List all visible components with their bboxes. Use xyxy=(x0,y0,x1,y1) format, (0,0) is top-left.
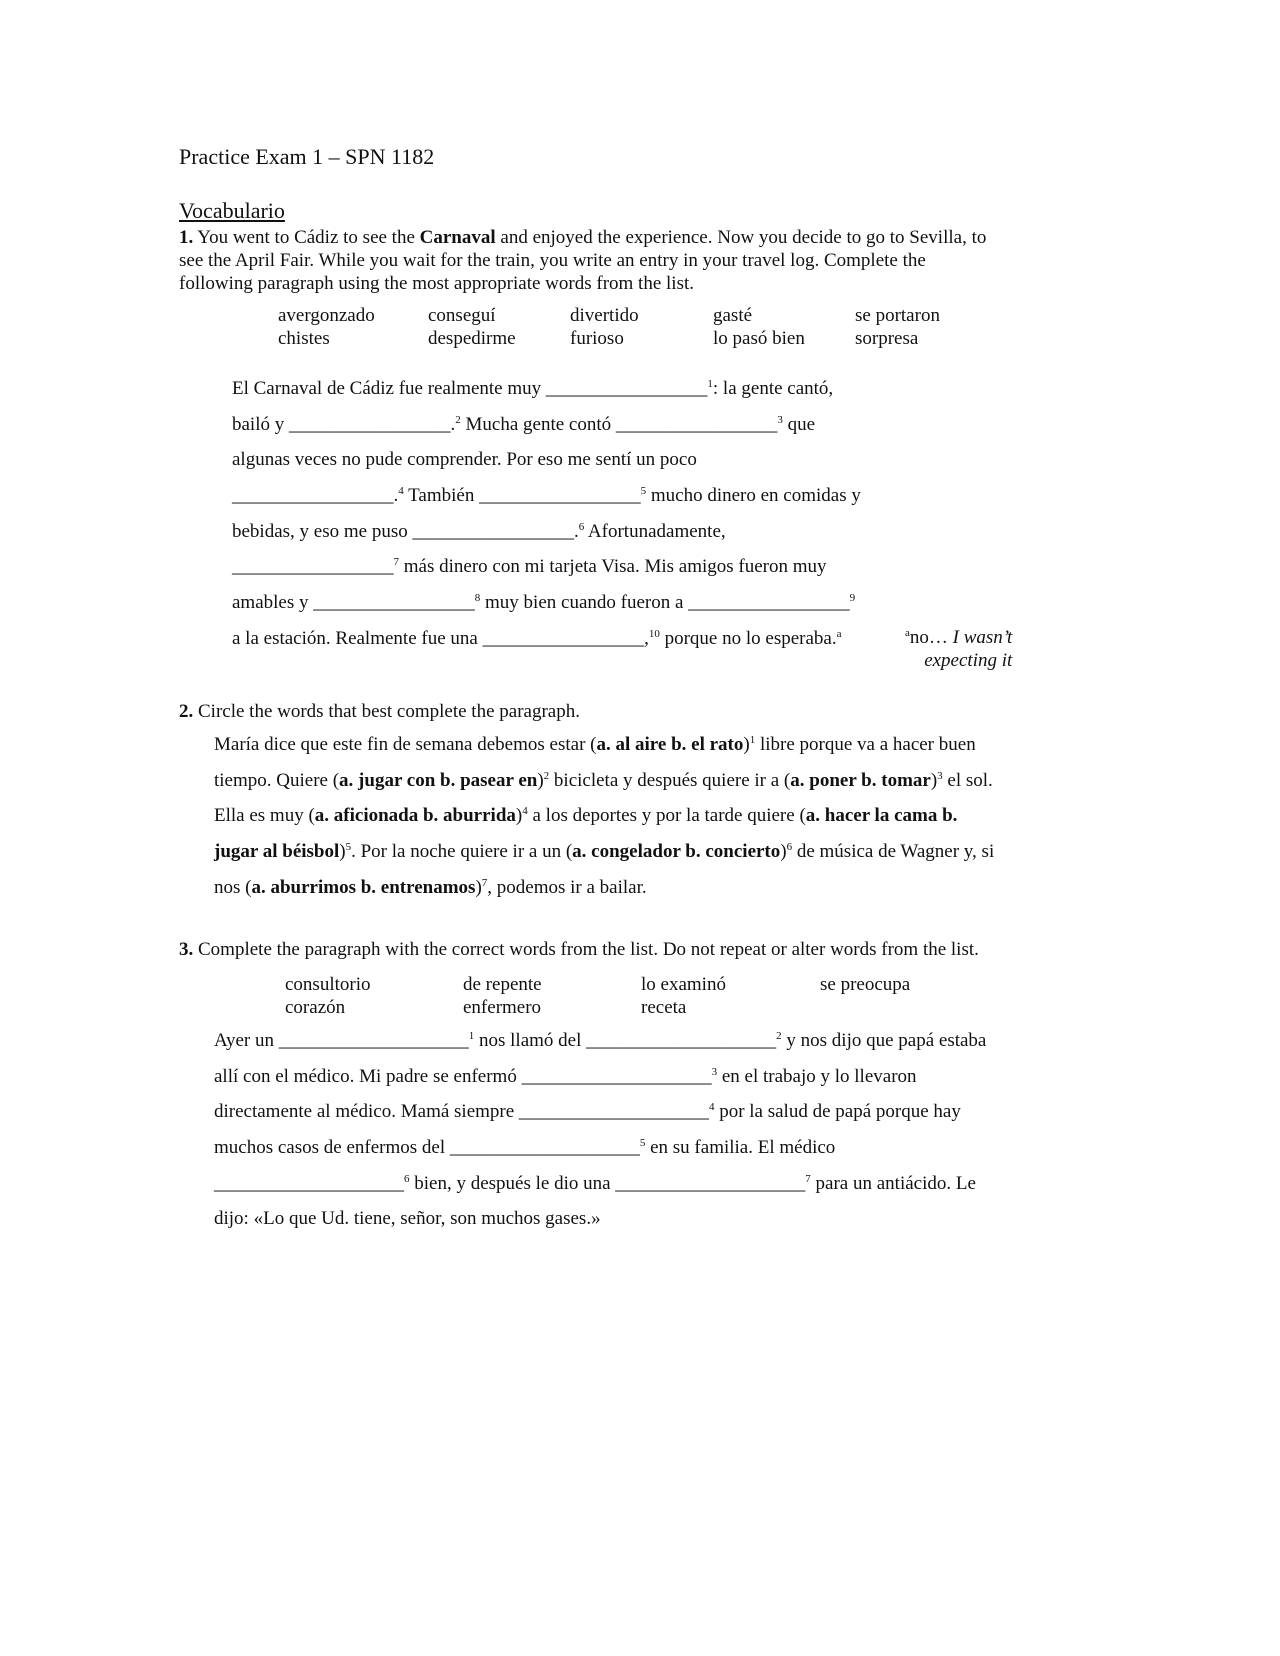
text-segment: el sol. xyxy=(942,769,993,791)
superscript-number: 1 xyxy=(468,1030,475,1042)
exercise-1-instructions xyxy=(179,226,986,295)
word-bank-item: se preocupa xyxy=(820,974,911,995)
text-segment: y nos dijo que papá estaba xyxy=(781,1030,987,1051)
superscript-number: 2 xyxy=(543,769,550,782)
superscript-number: 7 xyxy=(481,876,488,889)
text-segment: Afortunadamente, xyxy=(584,520,726,542)
text-segment: , podemos ir a bailar. xyxy=(487,876,647,898)
text-line xyxy=(214,733,994,769)
text-segment: . Por la noche quiere ir a un ( xyxy=(351,841,573,863)
text-segment: ) xyxy=(339,841,346,863)
text-segment: a los deportes y por la tarde quiere ( xyxy=(527,805,806,827)
superscript-number: 3 xyxy=(937,769,943,782)
superscript-number: a xyxy=(836,627,842,640)
text-segment: tiempo. Quiere ( xyxy=(214,769,340,791)
word-bank-item: consultorio xyxy=(285,974,371,995)
text-segment: ) xyxy=(475,876,482,898)
text-segment: bailó y _________________. xyxy=(232,413,456,435)
text-segment: directamente al médico. Mamá siempre ____________________ xyxy=(214,1101,709,1123)
text-segment: _________________. xyxy=(232,485,399,507)
text-segment: ) xyxy=(515,805,523,827)
word-bank-item: conseguí xyxy=(428,305,496,326)
text-segment: no… xyxy=(909,627,953,648)
superscript-number: 1 xyxy=(749,734,756,746)
text-segment: Complete the paragraph with the correct words from the list. Do not repeat or alter words from the list. xyxy=(193,939,979,960)
text-segment: por la salud de papá porque hay xyxy=(714,1101,961,1123)
text-segment: bebidas, y eso me puso _________________. xyxy=(232,520,579,542)
text-line xyxy=(232,448,861,484)
text-segment: _________________ xyxy=(232,556,394,578)
text-line xyxy=(214,1207,986,1243)
text-segment: ) xyxy=(537,769,544,791)
text-segment: El Carnaval de Cádiz fue realmente muy _________________ xyxy=(232,378,708,399)
text-line xyxy=(179,938,979,961)
exercise-1-paragraph xyxy=(232,377,861,663)
text-line xyxy=(214,876,994,912)
bold-text: 3. xyxy=(179,939,194,960)
document-title: Practice Exam 1 – SPN 1182 xyxy=(179,144,435,169)
superscript-number: a xyxy=(905,627,910,639)
text-segment: I wasn’t xyxy=(952,627,1013,648)
bold-text: a. hacer la cama b. xyxy=(805,805,958,827)
text-segment: mucho dinero en comidas y xyxy=(646,485,861,507)
text-segment: ____________________ xyxy=(214,1172,404,1194)
word-bank-item: de repente xyxy=(463,974,542,995)
superscript-number: 8 xyxy=(474,592,481,605)
text-segment: amables y _________________ xyxy=(232,592,475,614)
bold-text: a. al aire b. el rato xyxy=(596,734,744,755)
text-line xyxy=(232,520,861,556)
text-line xyxy=(232,555,861,591)
text-line xyxy=(179,249,986,272)
text-segment: muy bien cuando fueron a _________________ xyxy=(480,592,850,614)
text-segment: bien, y después le dio una ____________________ xyxy=(409,1172,806,1194)
superscript-number: 2 xyxy=(776,1030,782,1042)
superscript-number: 6 xyxy=(404,1172,410,1185)
text-line xyxy=(214,1100,986,1136)
word-bank-item: avergonzado xyxy=(278,305,375,326)
text-line xyxy=(214,1172,986,1208)
text-segment: porque no lo esperaba. xyxy=(659,627,837,649)
text-segment: You went to Cádiz to see the xyxy=(193,227,420,248)
text-segment: Ayer un ____________________ xyxy=(214,1030,469,1051)
text-segment: ) xyxy=(743,734,750,755)
superscript-number: 5 xyxy=(345,841,352,854)
superscript-number: 6 xyxy=(578,520,585,533)
text-line xyxy=(179,272,986,295)
superscript-number: 4 xyxy=(708,1101,715,1114)
exercise-2-instructions xyxy=(179,700,580,723)
text-line xyxy=(232,591,861,627)
text-segment: para un antiácido. Le xyxy=(810,1172,976,1194)
text-segment: nos ( xyxy=(214,876,252,898)
bold-text: a. poner b. tomar xyxy=(790,769,931,791)
word-bank-item: corazón xyxy=(285,997,346,1018)
text-line xyxy=(214,769,994,805)
text-segment: muchos casos de enfermos del ____________________ xyxy=(214,1137,640,1159)
superscript-number: 7 xyxy=(393,556,399,569)
text-line xyxy=(214,840,994,876)
text-segment: algunas veces no pude comprender. Por eso me sentí un poco xyxy=(232,449,697,471)
text-line xyxy=(214,1136,986,1172)
footnote xyxy=(905,626,1012,672)
word-bank-item: despedirme xyxy=(428,328,516,349)
superscript-number: 3 xyxy=(711,1065,718,1078)
word-bank-item: lo examinó xyxy=(641,974,726,995)
text-segment: : la gente cantó, xyxy=(712,378,834,399)
exercise-2-paragraph xyxy=(214,733,994,911)
superscript-number: 3 xyxy=(777,413,783,426)
superscript-number: 9 xyxy=(849,592,856,605)
text-segment: expecting it xyxy=(924,650,1013,671)
text-segment: de música de Wagner y, si xyxy=(792,841,995,863)
bold-text: a. jugar con b. pasear en xyxy=(339,769,538,791)
text-segment: a la estación. Realmente fue una _________________, xyxy=(232,627,649,649)
word-bank-item: enfermero xyxy=(463,997,542,1018)
superscript-number: 4 xyxy=(398,485,404,498)
text-line xyxy=(232,484,861,520)
word-bank-item: divertido xyxy=(570,305,639,326)
superscript-number: 7 xyxy=(805,1172,811,1185)
text-segment: nos llamó del ____________________ xyxy=(474,1030,777,1051)
text-segment: También _________________ xyxy=(403,485,641,507)
text-segment: que xyxy=(782,413,816,435)
text-segment: following paragraph using the most appropriate words from the list. xyxy=(179,273,695,294)
bold-text: 2. xyxy=(179,701,194,722)
text-line xyxy=(179,226,986,249)
exercise-3-instructions xyxy=(179,938,979,961)
exercise-3-paragraph xyxy=(214,1029,986,1243)
superscript-number: 5 xyxy=(639,1137,646,1150)
superscript-number: 4 xyxy=(522,805,528,818)
text-segment: en el trabajo y lo llevaron xyxy=(717,1065,917,1087)
word-bank-item: lo pasó bien xyxy=(713,328,805,349)
bold-text: Carnaval xyxy=(419,227,496,248)
superscript-number: 6 xyxy=(786,841,793,854)
text-segment: ) xyxy=(930,769,938,791)
word-bank-item: receta xyxy=(641,997,687,1018)
bold-text: a. aburrimos b. entrenamos xyxy=(251,876,476,898)
word-bank-item: furioso xyxy=(570,328,624,349)
text-segment: bicicleta y después quiere ir a ( xyxy=(549,769,791,791)
bold-text: a. aficionada b. aburrida xyxy=(314,805,516,827)
text-line xyxy=(232,413,861,449)
text-line xyxy=(905,626,1012,649)
text-line xyxy=(232,377,861,413)
text-line xyxy=(179,700,580,723)
text-line xyxy=(214,1065,986,1101)
text-segment: allí con el médico. Mi padre se enfermó ____________________ xyxy=(214,1065,712,1087)
superscript-number: 1 xyxy=(707,378,713,390)
text-line xyxy=(905,649,1012,672)
text-line xyxy=(232,627,861,663)
text-segment: and enjoyed the experience. Now you decide to go to Sevilla, to xyxy=(495,227,987,248)
bold-text: jugar al béisbol xyxy=(214,841,340,863)
text-segment: más dinero con mi tarjeta Visa. Mis amigos fueron muy xyxy=(399,556,827,578)
section-heading: Vocabulario xyxy=(179,198,285,223)
word-bank-item: chistes xyxy=(278,328,330,349)
superscript-number: 5 xyxy=(640,485,647,498)
text-segment: see the April Fair. While you wait for the train, you write an entry in your travel log. Complete the xyxy=(179,250,926,271)
word-bank-item: se portaron xyxy=(855,305,940,326)
word-bank-item: gasté xyxy=(713,305,753,326)
bold-text: 1. xyxy=(179,227,194,248)
text-line xyxy=(214,804,994,840)
word-bank-item: sorpresa xyxy=(855,328,919,349)
text-segment: ) xyxy=(780,841,787,863)
text-line xyxy=(214,1029,986,1065)
text-segment: dijo: «Lo que Ud. tiene, señor, son muchos gases.» xyxy=(214,1208,601,1230)
superscript-number: 2 xyxy=(455,413,461,426)
text-segment: en su familia. El médico xyxy=(645,1137,836,1159)
superscript-number: 10 xyxy=(648,627,660,640)
text-segment: María dice que este fin de semana debemos estar ( xyxy=(214,734,597,755)
text-segment: libre porque va a hacer buen xyxy=(755,734,976,755)
bold-text: a. congelador b. concierto xyxy=(572,841,781,863)
text-segment: Circle the words that best complete the paragraph. xyxy=(193,701,580,722)
text-segment: Mucha gente contó _________________ xyxy=(460,413,778,435)
text-segment: Ella es muy ( xyxy=(214,805,315,827)
